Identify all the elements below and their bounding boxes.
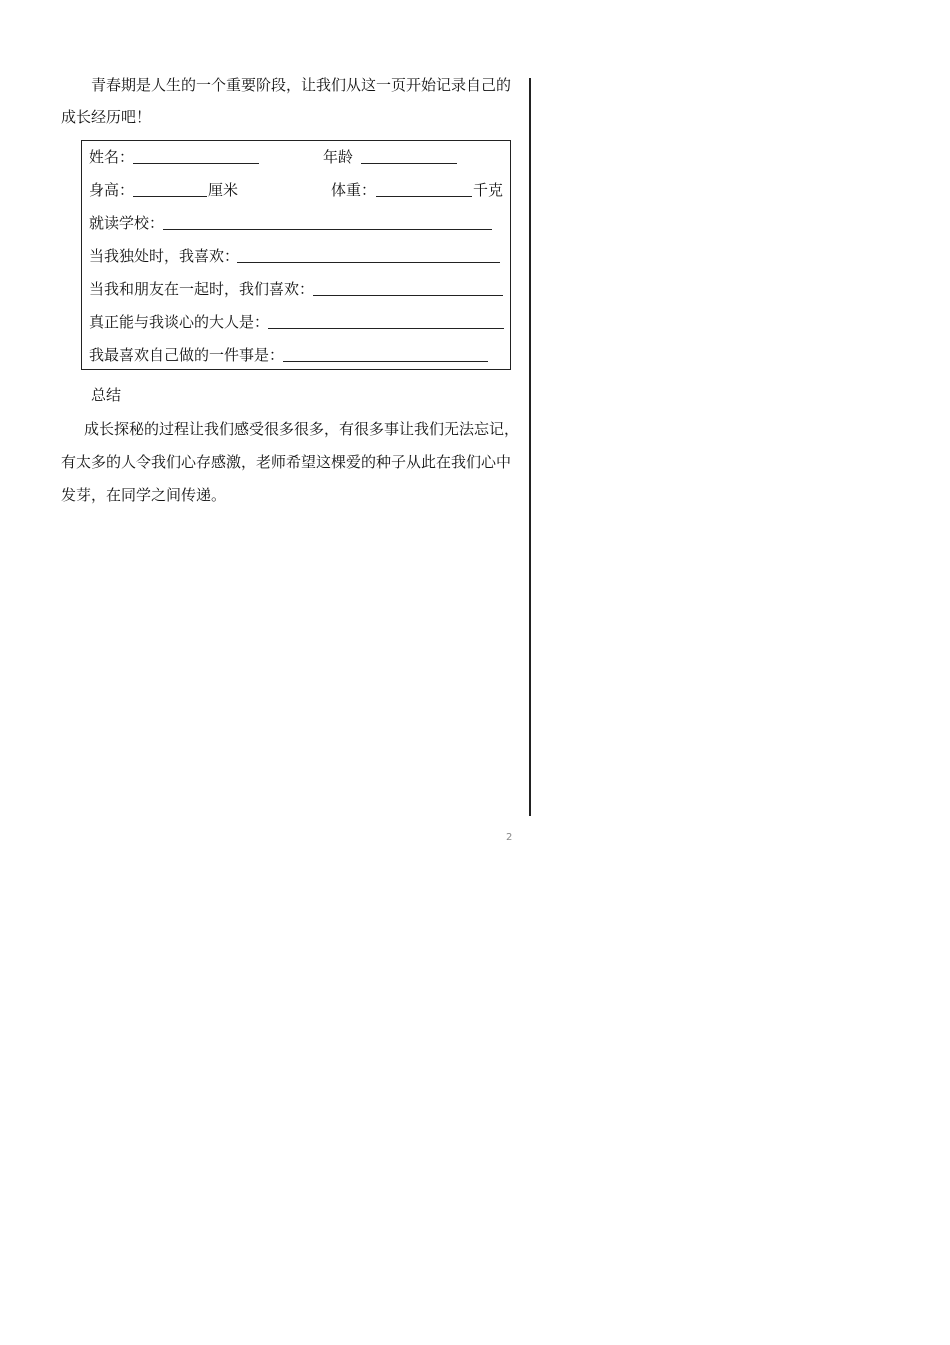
name-label: 姓名： xyxy=(89,148,135,166)
intro-line-1: 青春期是人生的一个重要阶段，让我们从这一页开始记录自己的 xyxy=(91,76,512,94)
weight-field[interactable] xyxy=(376,196,472,197)
alone-label: 当我独处时，我喜欢： xyxy=(89,247,240,265)
age-label: 年龄 xyxy=(323,148,354,166)
friends-field[interactable] xyxy=(313,295,503,296)
favorite-label: 我最喜欢自己做的一件事是： xyxy=(89,346,285,364)
friends-label: 当我和朋友在一起时，我们喜欢： xyxy=(89,280,315,298)
summary-heading: 总结 xyxy=(91,386,122,404)
adult-field[interactable] xyxy=(268,328,504,329)
height-label: 身高： xyxy=(89,181,135,199)
height-unit: 厘米 xyxy=(208,181,239,199)
page-number: 2 xyxy=(506,832,513,843)
name-field[interactable] xyxy=(133,163,259,164)
height-field[interactable] xyxy=(133,196,207,197)
summary-line-3: 发芽，在同学之间传递。 xyxy=(61,486,227,504)
weight-unit: 千克 xyxy=(473,181,504,199)
age-field[interactable] xyxy=(361,163,457,164)
weight-label: 体重： xyxy=(331,181,377,199)
alone-field[interactable] xyxy=(237,262,500,263)
favorite-field[interactable] xyxy=(283,361,488,362)
school-label: 就读学校： xyxy=(89,214,165,232)
intro-line-2: 成长经历吧！ xyxy=(61,108,152,126)
summary-line-1: 成长探秘的过程让我们感受很多很多，有很多事让我们无法忘记， xyxy=(84,420,520,438)
column-divider xyxy=(529,78,531,816)
adult-label: 真正能与我谈心的大人是： xyxy=(89,313,270,331)
school-field[interactable] xyxy=(163,229,492,230)
summary-line-2: 有太多的人令我们心存感激，老师希望这棵爱的种子从此在我们心中 xyxy=(61,453,512,471)
